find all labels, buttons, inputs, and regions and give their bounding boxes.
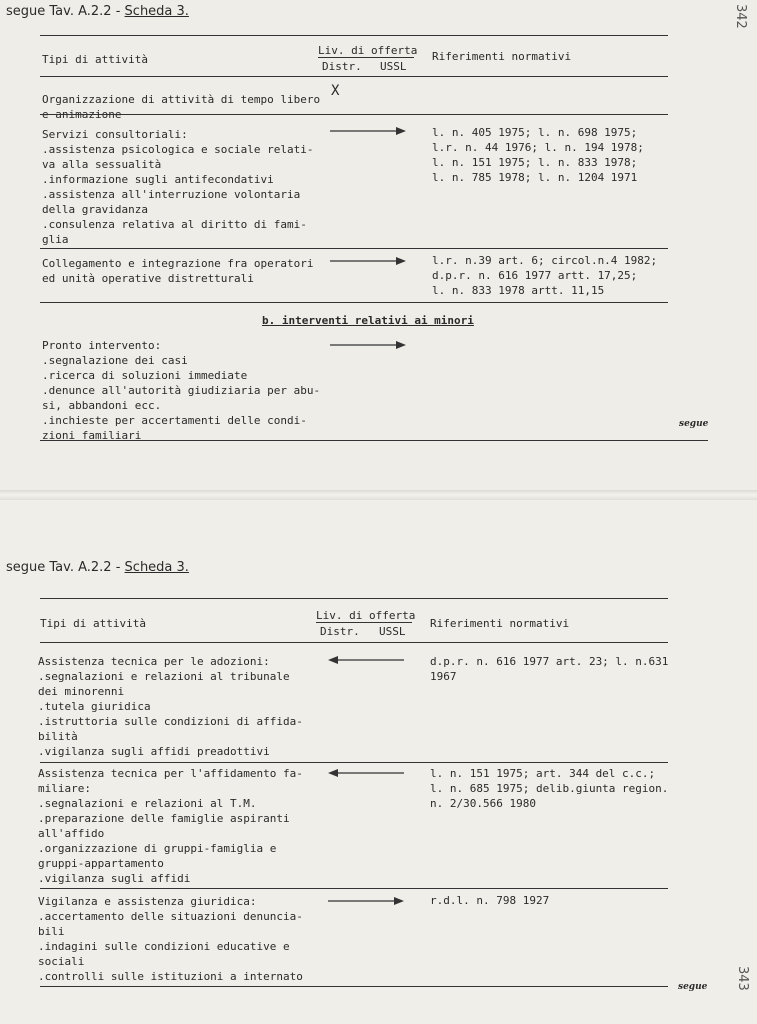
- col-offer-header: Liv. di offerta: [316, 609, 416, 622]
- col-ussl-header: USSL: [379, 625, 406, 638]
- col-distr-header: Distr.: [322, 60, 362, 73]
- section-heading: b. interventi relativi ai minori: [262, 314, 474, 327]
- refs-vigilanza: r.d.l. n. 798 1927: [430, 894, 550, 907]
- activity-servizi-consultoriali: Servizi consultoriali: .assistenza psicologica e sociale relati- va alla sessualità .informazione sugli antifecondativi .assistenza all'interruzione volontaria della gravidanza .consulenza relativa al diritto di fami- glia: [42, 128, 314, 246]
- col-ussl-header: USSL: [380, 60, 407, 73]
- col-offer-header: Liv. di offerta: [318, 44, 418, 57]
- rule-top: [40, 598, 668, 599]
- rule-bottom: [40, 986, 668, 987]
- page-343: [0, 500, 757, 1024]
- arrow-right-icon: [330, 256, 406, 266]
- rule-top: [40, 35, 668, 36]
- rule-header: [40, 76, 668, 77]
- page-heading: segue Tav. A.2.2 - Scheda 3.: [6, 4, 189, 19]
- activity-vigilanza: Vigilanza e assistenza giuridica: .accertamento delle situazioni denuncia- bili .indagini sulle condizioni educative e sociali .controlli sulle istituzioni a internato: [38, 895, 303, 983]
- refs-collegamento: l.r. n.39 art. 6; circol.n.4 1982; d.p.r. n. 616 1977 artt. 17,25; l. n. 833 1978 artt. 11,15: [432, 254, 658, 297]
- offer-underline: [316, 622, 412, 623]
- arrow-right-icon: [330, 340, 406, 350]
- col-refs-header: Riferimenti normativi: [430, 617, 570, 630]
- rule-row: [40, 114, 668, 115]
- offer-underline: [318, 57, 414, 58]
- page-heading: segue Tav. A.2.2 - Scheda 3.: [6, 560, 189, 575]
- col-refs-header: Riferimenti normativi: [432, 50, 572, 63]
- refs-affidamento: l. n. 151 1975; art. 344 del c.c.; l. n. 685 1975; delib.giunta region. n. 2/30.566 1980: [430, 767, 669, 810]
- refs-adozioni: d.p.r. n. 616 1977 art. 23; l. n.631 1967: [430, 655, 669, 683]
- arrow-left-icon: [328, 655, 404, 665]
- arrow-right-icon: [328, 896, 404, 906]
- activity-affidamento: Assistenza tecnica per l'affidamento fa- miliare: .segnalazioni e relazioni al T.M. .preparazione delle famiglie aspiranti all'affido .organizzazione di gruppi-famiglia e gruppi-appartamento .vigilanza sugli affidi: [38, 767, 303, 885]
- activity-tempo-libero: Organizzazione di attività di tempo libero e animazione: [42, 93, 321, 121]
- page-number: 343: [735, 966, 750, 991]
- rule-header: [40, 642, 668, 643]
- rule-row: [40, 248, 668, 249]
- col-distr-header: Distr.: [320, 625, 360, 638]
- col-activity-header: Tipi di attività: [42, 53, 148, 66]
- page-342: [0, 0, 757, 492]
- rule-row: [40, 762, 668, 763]
- activity-pronto-intervento: Pronto intervento: .segnalazione dei casi .ricerca di soluzioni immediate .denunce all'autorità giudiziaria per abu- si, abbandoni ecc. .inchieste per accertamenti delle condi- zioni familiari: [42, 339, 321, 442]
- arrow-right-icon: [330, 126, 406, 136]
- rule-row: [40, 888, 668, 889]
- segue-label: segue: [678, 982, 708, 992]
- refs-servizi-consultoriali: l. n. 405 1975; l. n. 698 1975; l.r. n. 44 1976; l. n. 194 1978; l. n. 151 1975; l. n. 833 1978; l. n. 785 1978; l. n. 1204 1971: [432, 126, 644, 184]
- col-activity-header: Tipi di attività: [40, 617, 146, 630]
- rule-bottom: [40, 440, 708, 441]
- segue-label: segue: [679, 419, 709, 429]
- activity-adozioni: Assistenza tecnica per le adozioni: .segnalazioni e relazioni al tribunale dei minorenni .tutela giuridica .istruttoria sulle condizioni di affida- bilità .vigilanza sugli affidi preadottivi: [38, 655, 303, 758]
- rule-row: [40, 302, 668, 303]
- offer-mark: X: [331, 83, 340, 99]
- activity-collegamento: Collegamento e integrazione fra operatori ed unità operative distretturali: [42, 257, 314, 285]
- page-number: 342: [733, 4, 748, 29]
- arrow-left-icon: [328, 768, 404, 778]
